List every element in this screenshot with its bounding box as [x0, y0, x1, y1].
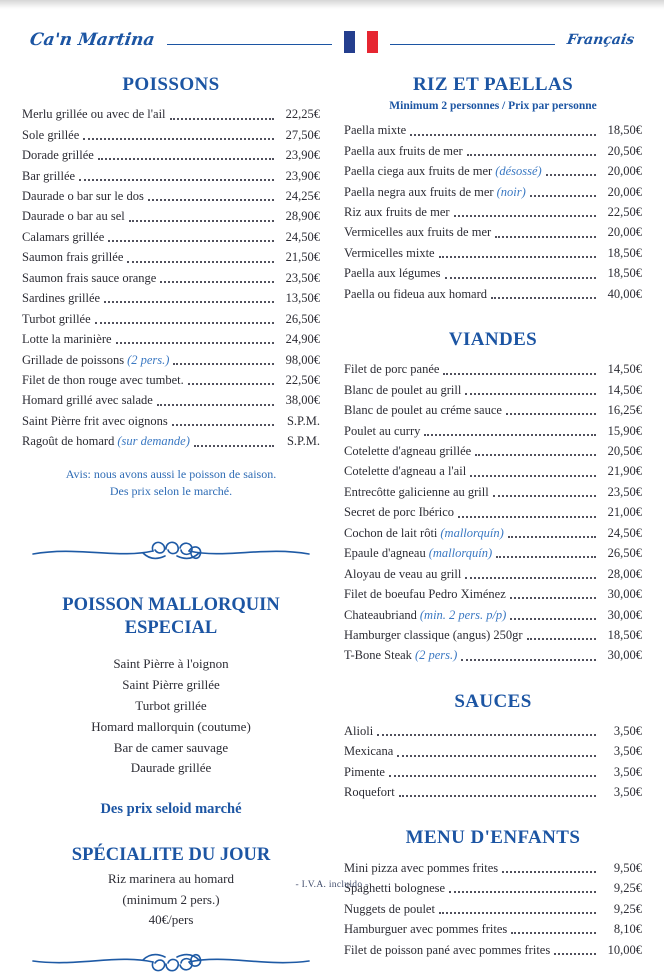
- left-column: [22, 74, 320, 973]
- specialite-line: Riz marinera au homard: [108, 870, 234, 886]
- item-price: 30,00€: [607, 648, 642, 663]
- menu-item: [344, 224, 642, 241]
- section-title-riz-paellas: RIZ ET PAELLAS: [412, 74, 574, 95]
- header: [30, 26, 634, 54]
- item-name: Saumon frais sauce orange: [22, 270, 157, 285]
- dots-leader: [173, 363, 274, 365]
- item-name: Ragoût de homard (sur demande): [22, 434, 190, 449]
- dots-leader: [510, 618, 596, 620]
- flourish-divider-bottom: [22, 947, 320, 973]
- dots-leader: [108, 240, 274, 242]
- item-name: Cotelette d'agneau a l'ail: [344, 464, 467, 479]
- item-price: 23,50€: [285, 270, 320, 285]
- header-rule-left: [167, 44, 332, 45]
- viandes-item-list: [344, 361, 642, 664]
- menu-item: [22, 433, 320, 450]
- section-title-specialite: SPÉCIALITE DU JOUR: [71, 845, 271, 866]
- menu-item: [344, 122, 642, 139]
- item-name: Vermicelles mixte: [344, 245, 435, 260]
- item-price: 3,50€: [613, 744, 642, 759]
- dots-leader: [467, 154, 596, 156]
- item-name: Sole grillée: [22, 127, 80, 142]
- dots-leader: [449, 891, 596, 893]
- item-name: Bar grillée: [22, 168, 76, 183]
- item-price: 10,00€: [607, 942, 642, 957]
- dots-leader: [502, 871, 596, 873]
- item-price: 24,50€: [607, 525, 642, 540]
- menu-item: [344, 723, 642, 740]
- french-flag-icon: [344, 31, 378, 53]
- menu-item: [344, 764, 642, 781]
- dots-leader: [496, 556, 596, 558]
- item-name: Spaghetti bolognese: [344, 881, 446, 896]
- item-price: 9,25€: [613, 881, 642, 896]
- dots-leader: [98, 158, 274, 160]
- menu-item: [344, 265, 642, 282]
- dots-leader: [399, 795, 596, 797]
- item-price: 22,25€: [285, 107, 320, 122]
- item-price: 27,50€: [285, 127, 320, 142]
- menu-item: [22, 249, 320, 266]
- menu-item: [22, 372, 320, 389]
- item-note: (2 pers.): [127, 352, 170, 367]
- dots-leader: [491, 297, 596, 299]
- menu-item: [344, 942, 642, 959]
- item-price: 3,50€: [613, 785, 642, 800]
- menu-item: [344, 586, 642, 603]
- menu-item: [22, 127, 320, 144]
- sauces-item-list: [344, 723, 642, 802]
- item-name: Cochon de lait rôti (mallorquín): [344, 525, 504, 540]
- item-note: (mallorquín): [428, 546, 493, 561]
- item-name: Saumon frais grillée: [22, 250, 124, 265]
- item-note: (sur demande): [117, 434, 190, 449]
- riz-paellas-subtitle: Minimum 2 personnes / Prix par personne: [389, 100, 597, 113]
- dots-leader: [461, 659, 596, 661]
- dots-leader: [194, 445, 274, 447]
- flourish-divider-icon: [31, 538, 311, 564]
- item-price: 20,00€: [607, 164, 642, 179]
- mallorquin-item-list: [22, 654, 320, 779]
- menu-item: [22, 413, 320, 430]
- dots-leader: [506, 413, 596, 415]
- menu-enfants-item-list: [344, 860, 642, 959]
- item-price: 3,50€: [613, 723, 642, 738]
- menu-item: [344, 504, 642, 521]
- menu-item: [344, 204, 642, 221]
- dots-leader: [443, 373, 596, 375]
- item-name: Daurade o bar sur le dos: [22, 189, 144, 204]
- item-price: 20,00€: [607, 225, 642, 240]
- item-name: Paella negra aux fruits de mer (noir): [344, 184, 526, 199]
- mallorquin-price-note: Des prix seloid marché: [100, 801, 242, 818]
- menu-item: [344, 860, 642, 877]
- menu-item: [22, 331, 320, 348]
- dots-leader: [127, 261, 274, 263]
- right-column: [344, 74, 642, 973]
- menu-item: [22, 352, 320, 369]
- menu-item: [22, 229, 320, 246]
- item-price: 20,50€: [607, 143, 642, 158]
- item-name: Entrecôtte galicienne au grill: [344, 484, 489, 499]
- item-name: Paella ou fideua aux homard: [344, 286, 488, 301]
- dots-leader: [493, 495, 596, 497]
- item-price: 24,50€: [285, 229, 320, 244]
- dots-leader: [129, 220, 274, 222]
- item-price: 21,90€: [607, 464, 642, 479]
- item-name: Paella mixte: [344, 123, 407, 138]
- item-name: Poulet au curry: [344, 423, 421, 438]
- item-name: Mini pizza avec pommes frites: [344, 860, 499, 875]
- dots-leader: [439, 256, 596, 258]
- dots-leader: [116, 342, 274, 344]
- item-name: Daurade o bar au sel: [22, 209, 125, 224]
- dots-leader: [377, 734, 596, 736]
- poissons-item-list: [22, 106, 320, 450]
- item-name: Grillade de poissons (2 pers.): [22, 352, 170, 367]
- item-name: Filet de porc panée: [344, 362, 440, 377]
- menu-item: [344, 163, 642, 180]
- item-price: 26,50€: [607, 546, 642, 561]
- dots-leader: [79, 179, 274, 181]
- mallorquin-item: Turbot grillée: [135, 698, 207, 714]
- dots-leader: [188, 383, 274, 385]
- item-name: Filet de boeufau Pedro Ximénez: [344, 587, 506, 602]
- flourish-divider-top: [22, 538, 320, 564]
- item-price: 20,50€: [607, 444, 642, 459]
- dots-leader: [160, 281, 274, 283]
- item-price: S.P.M.: [286, 434, 320, 449]
- item-note: (min. 2 pers. p/p): [419, 607, 507, 622]
- dots-leader: [95, 322, 274, 324]
- riz-paellas-item-list: [344, 122, 642, 303]
- header-rule-right: [390, 44, 555, 45]
- item-name: Aloyau de veau au grill: [344, 566, 462, 581]
- item-price: 21,00€: [607, 505, 642, 520]
- mallorquin-item: Daurade grillée: [130, 760, 212, 776]
- dots-leader: [546, 174, 596, 176]
- item-price: 9,50€: [613, 860, 642, 875]
- section-title-sauces: SAUCES: [454, 690, 532, 712]
- menu-item: [344, 607, 642, 624]
- item-name: Alioli: [344, 723, 374, 738]
- item-price: 38,00€: [285, 393, 320, 408]
- item-price: 20,00€: [607, 184, 642, 199]
- menu-item: [22, 311, 320, 328]
- menu-item: [344, 484, 642, 501]
- item-price: 23,90€: [285, 148, 320, 163]
- item-name: Chateaubriand (min. 2 pers. p/p): [344, 607, 507, 622]
- item-note: (mallorquín): [440, 525, 504, 540]
- menu-item: [344, 566, 642, 583]
- item-price: S.P.M.: [286, 413, 320, 428]
- dots-leader: [508, 536, 596, 538]
- dots-leader: [465, 393, 596, 395]
- item-name: Nuggets de poulet: [344, 901, 435, 916]
- restaurant-logo: Ca'n Martina: [28, 30, 156, 50]
- item-name: Vermicelles aux fruits de mer: [344, 225, 492, 240]
- item-price: 18,50€: [607, 627, 642, 642]
- item-price: 24,90€: [285, 332, 320, 347]
- menu-item: [344, 361, 642, 378]
- menu-item: [344, 443, 642, 460]
- menu-item: [22, 147, 320, 164]
- item-name: Hamburger classique (angus) 250gr: [344, 627, 523, 642]
- item-price: 30,00€: [607, 587, 642, 602]
- menu-item: [344, 286, 642, 303]
- menu-item: [344, 647, 642, 664]
- iva-footer-note: - I.V.A. incluido -: [295, 880, 369, 890]
- dots-leader: [148, 199, 274, 201]
- dots-leader: [83, 138, 274, 140]
- dots-leader: [424, 434, 596, 436]
- item-price: 14,50€: [607, 362, 642, 377]
- dots-leader: [172, 424, 274, 426]
- dots-leader: [554, 953, 596, 955]
- page-top-edge: [0, 0, 664, 10]
- item-name: Pimente: [344, 764, 385, 779]
- dots-leader: [510, 597, 596, 599]
- item-name: Paella ciega aux fruits de mer (désossé): [344, 164, 542, 179]
- item-name: Filet de thon rouge avec tumbet.: [22, 372, 184, 387]
- menu-item: [344, 743, 642, 760]
- specialite-line: 40€/pers: [148, 912, 194, 928]
- specialite-lines: [22, 869, 320, 931]
- item-name: Cotelette d'agneau grillée: [344, 444, 472, 459]
- dots-leader: [157, 404, 274, 406]
- item-name: Homard grillé avec salade: [22, 393, 153, 408]
- item-name: Hamburguer avec pommes frites: [344, 922, 508, 937]
- item-name: Epaule d'agneau (mallorquín): [344, 546, 493, 561]
- menu-item: [22, 392, 320, 409]
- item-name: Merlu grillée ou avec de l'ail: [22, 107, 166, 122]
- menu-item: [344, 525, 642, 542]
- dots-leader: [410, 134, 596, 136]
- dots-leader: [397, 755, 596, 757]
- menu-item: [344, 901, 642, 918]
- item-price: 3,50€: [613, 764, 642, 779]
- item-price: 16,25€: [607, 403, 642, 418]
- item-price: 18,50€: [607, 123, 642, 138]
- section-title-poisson-mallorquin: POISSON MALLORQUIN ESPECIAL: [62, 595, 280, 638]
- item-price: 14,50€: [607, 382, 642, 397]
- menu-columns: [22, 74, 642, 973]
- item-price: 15,90€: [607, 423, 642, 438]
- item-name: Secret de porc Ibérico: [344, 505, 455, 520]
- item-name: Sardines grillée: [22, 291, 101, 306]
- dots-leader: [458, 516, 596, 518]
- item-price: 26,50€: [285, 311, 320, 326]
- dots-leader: [465, 577, 596, 579]
- item-name: T-Bone Steak (2 pers.): [344, 648, 458, 663]
- item-price: 30,00€: [607, 607, 642, 622]
- dots-leader: [389, 775, 596, 777]
- item-note: (2 pers.): [414, 648, 458, 663]
- mallorquin-item: Saint Pièrre grillée: [122, 677, 220, 693]
- item-price: 9,25€: [613, 901, 642, 916]
- menu-item: [22, 188, 320, 205]
- seasonal-fish-note: Avis: nous avons aussi le poisson de saison. Des prix selon le marché.: [65, 466, 277, 498]
- menu-item: [344, 463, 642, 480]
- item-price: 18,50€: [607, 266, 642, 281]
- item-name: Blanc de poulet au créme sauce: [344, 403, 502, 418]
- section-title-menu-enfants: MENU D'ENFANTS: [405, 827, 581, 849]
- item-price: 40,00€: [607, 286, 642, 301]
- mallorquin-item: Saint Pièrre à l'oignon: [113, 656, 229, 672]
- mallorquin-item: Bar de camer sauvage: [113, 739, 229, 755]
- section-title-viandes: VIANDES: [448, 329, 538, 351]
- menu-item: [22, 106, 320, 123]
- item-price: 24,25€: [285, 189, 320, 204]
- dots-leader: [439, 912, 596, 914]
- menu-item: [344, 921, 642, 938]
- item-price: 13,50€: [285, 291, 320, 306]
- dots-leader: [445, 277, 597, 279]
- dots-leader: [454, 215, 596, 217]
- item-price: 21,50€: [285, 250, 320, 265]
- item-price: 18,50€: [607, 245, 642, 260]
- menu-item: [344, 184, 642, 201]
- menu-item: [344, 143, 642, 160]
- dots-leader: [470, 475, 596, 477]
- item-name: Lotte la marinière: [22, 332, 112, 347]
- item-name: Dorade grillée: [22, 148, 94, 163]
- flourish-divider-icon: [31, 947, 311, 973]
- item-price: 23,50€: [607, 484, 642, 499]
- item-price: 23,90€: [285, 168, 320, 183]
- item-name: Mexicana: [344, 744, 394, 759]
- dots-leader: [511, 932, 596, 934]
- menu-item: [22, 270, 320, 287]
- menu-item: [344, 402, 642, 419]
- dots-leader: [495, 236, 596, 238]
- language-link[interactable]: Français: [565, 32, 636, 48]
- menu-item: [344, 423, 642, 440]
- item-price: 28,00€: [607, 566, 642, 581]
- item-price: 98,00€: [285, 352, 320, 367]
- menu-item: [344, 784, 642, 801]
- menu-item: [22, 290, 320, 307]
- item-note: (désossé): [495, 164, 542, 179]
- item-note: (noir): [496, 184, 526, 199]
- menu-item: [344, 545, 642, 562]
- mallorquin-item: Homard mallorquin (coutume): [91, 718, 251, 734]
- menu-item: [344, 382, 642, 399]
- specialite-line: (minimum 2 pers.): [122, 891, 220, 907]
- item-name: Riz aux fruits de mer: [344, 205, 450, 220]
- item-name: Turbot grillée: [22, 311, 91, 326]
- menu-item: [344, 245, 642, 262]
- dots-leader: [170, 118, 274, 120]
- menu-item: [22, 168, 320, 185]
- menu-item: [22, 208, 320, 225]
- item-name: Paella aux fruits de mer: [344, 143, 463, 158]
- dots-leader: [530, 195, 596, 197]
- item-price: 22,50€: [285, 372, 320, 387]
- menu-item: [344, 627, 642, 644]
- dots-leader: [527, 638, 596, 640]
- item-name: Paella aux légumes: [344, 266, 441, 281]
- item-name: Blanc de poulet au grill: [344, 382, 462, 397]
- item-name: Calamars grillée: [22, 229, 105, 244]
- section-title-poissons: POISSONS: [122, 74, 220, 95]
- item-price: 28,90€: [285, 209, 320, 224]
- item-price: 22,50€: [607, 205, 642, 220]
- dots-leader: [104, 301, 274, 303]
- item-name: Filet de poisson pané avec pommes frites: [344, 942, 551, 957]
- item-price: 8,10€: [613, 922, 642, 937]
- item-name: Roquefort: [344, 785, 395, 800]
- item-name: Saint Pièrre frit avec oignons: [22, 413, 168, 428]
- dots-leader: [475, 454, 596, 456]
